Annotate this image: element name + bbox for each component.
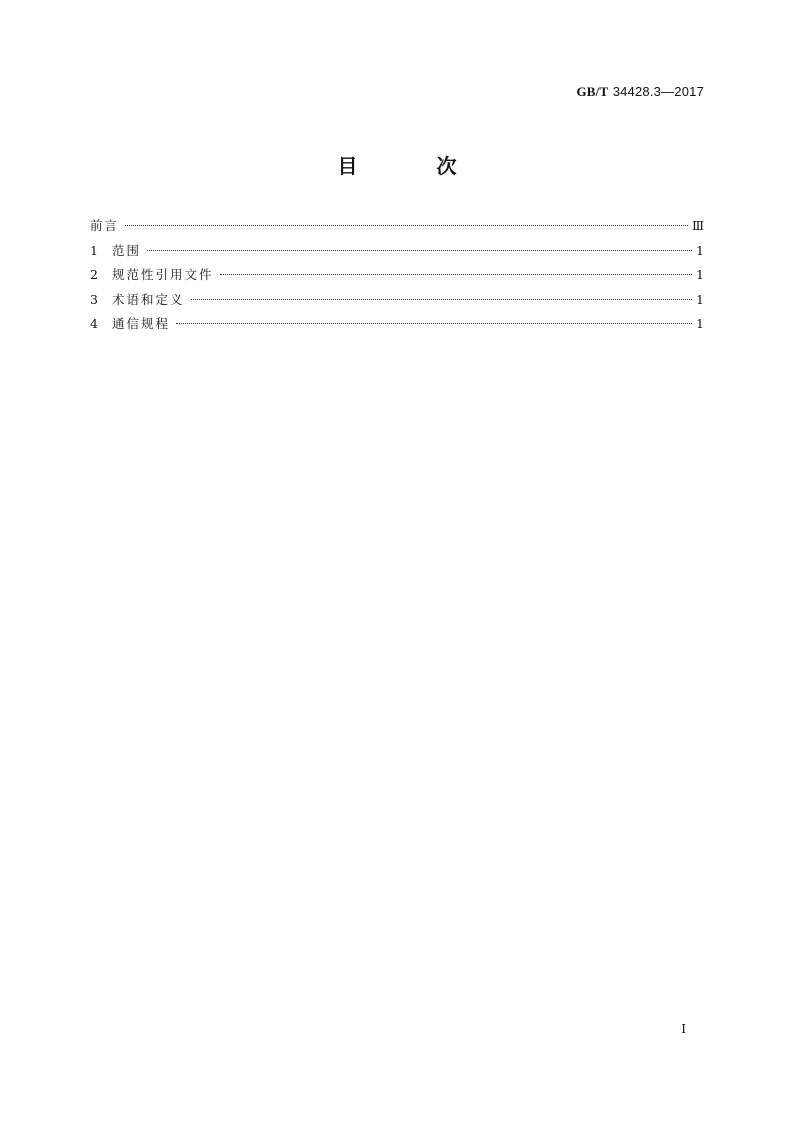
toc-dot-leader bbox=[125, 225, 688, 226]
toc-dot-leader bbox=[147, 250, 692, 251]
toc-entry-title: 术语和定义 bbox=[112, 291, 185, 307]
page-title: 目 次 bbox=[337, 154, 493, 178]
toc-entry-page: Ⅲ bbox=[691, 218, 704, 233]
table-of-contents bbox=[90, 216, 704, 339]
toc-entry-title: 规范性引用文件 bbox=[112, 267, 214, 283]
toc-dot-leader bbox=[220, 274, 692, 275]
toc-entry-normative-references[interactable] bbox=[90, 265, 704, 290]
toc-entry-scope[interactable] bbox=[90, 241, 704, 266]
toc-entry-foreword[interactable] bbox=[90, 216, 704, 241]
toc-entry-title: 前言 bbox=[90, 218, 120, 233]
toc-entry-communication-protocol[interactable] bbox=[90, 314, 704, 339]
page-number: Ⅰ bbox=[681, 1022, 686, 1036]
toc-entry-number: 4 bbox=[90, 316, 98, 332]
toc-entry-number: 3 bbox=[90, 291, 98, 307]
toc-entry-title: 通信规程 bbox=[112, 316, 171, 332]
toc-entry-number: 1 bbox=[90, 242, 98, 258]
toc-entry-title: 范围 bbox=[112, 242, 142, 258]
standard-prefix: GB/T bbox=[576, 84, 609, 99]
toc-dot-leader bbox=[176, 323, 692, 324]
toc-entry-page: 1 bbox=[696, 242, 704, 258]
toc-entry-terms-definitions[interactable] bbox=[90, 290, 704, 315]
toc-entry-page: 1 bbox=[696, 291, 704, 307]
toc-dot-leader bbox=[191, 299, 692, 300]
toc-entry-page: 1 bbox=[696, 316, 704, 332]
toc-entry-number: 2 bbox=[90, 267, 98, 283]
toc-entry-page: 1 bbox=[696, 267, 704, 283]
standard-code: 34428.3—2017 bbox=[612, 84, 704, 99]
standard-number bbox=[576, 84, 704, 100]
